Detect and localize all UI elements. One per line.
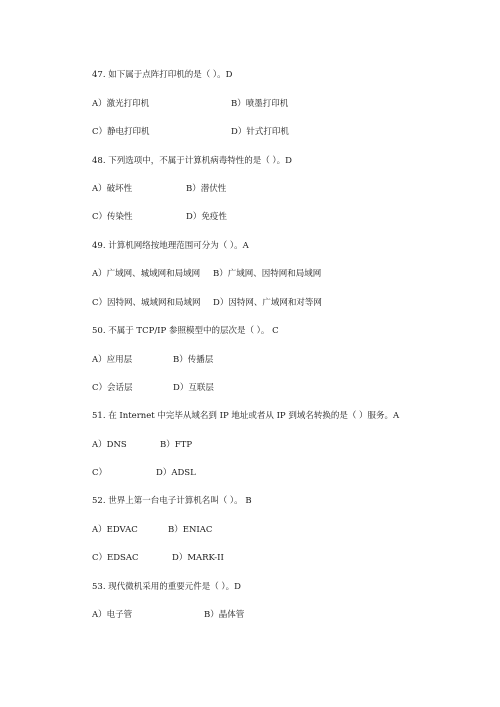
option-a: A）EDVAC [92,525,138,535]
option-d: D）针式打印机 [231,127,289,137]
option-d: D）MARK-II [172,553,224,563]
option-a: A）DNS [92,440,127,450]
question-47: 47. 如下属于点阵打印机的是（ ）。D [92,70,233,80]
option-d: D）因特网、广域网和对等网 [213,298,322,308]
option-a: A）电子管 [92,610,133,620]
option-a: A）破坏性 [92,184,133,194]
option-b: B）FTP [160,440,193,450]
question-50: 50. 不属于 TCP/IP 参照模型中的层次是（ ）。 C [92,326,279,336]
option-c: C）EDSAC [92,553,139,563]
option-a: A）激光打印机 [92,99,150,109]
option-d: D）免疫性 [186,212,227,222]
option-d: D）互联层 [173,383,214,393]
question-49: 49. 计算机网络按地理范围可分为（ ）。A [92,241,249,251]
option-c: C）因特网、城域网和局域网 [92,298,201,308]
question-48: 48. 下列选项中，不属于计算机病毒特性的是（ ）。D [92,156,292,166]
question-53: 53. 现代微机采用的重要元件是（ ）。D [92,582,241,592]
option-b: B）潜伏性 [186,184,227,194]
option-b: B）广域网、因特网和局域网 [213,269,322,279]
option-d: D）ADSL [156,468,196,478]
option-c: C）静电打印机 [92,127,150,137]
option-a: A）广域网、城域网和局域网 [92,269,201,279]
option-c: C）会话层 [92,383,133,393]
option-c: C）传染性 [92,212,133,222]
option-c: C） [92,468,108,478]
option-a: A）应用层 [92,355,133,365]
option-b: B）ENIAC [168,525,213,535]
question-51: 51. 在 Internet 中完毕从域名到 IP 地址或者从 IP 到域名转换的是（ ）服务。A [92,411,400,421]
option-b: B）传播层 [173,355,214,365]
option-b: B）晶体管 [204,610,245,620]
option-b: B）喷墨打印机 [231,99,289,109]
question-52: 52. 世界上第一台电子计算机名叫（ ）。 B [92,496,252,506]
